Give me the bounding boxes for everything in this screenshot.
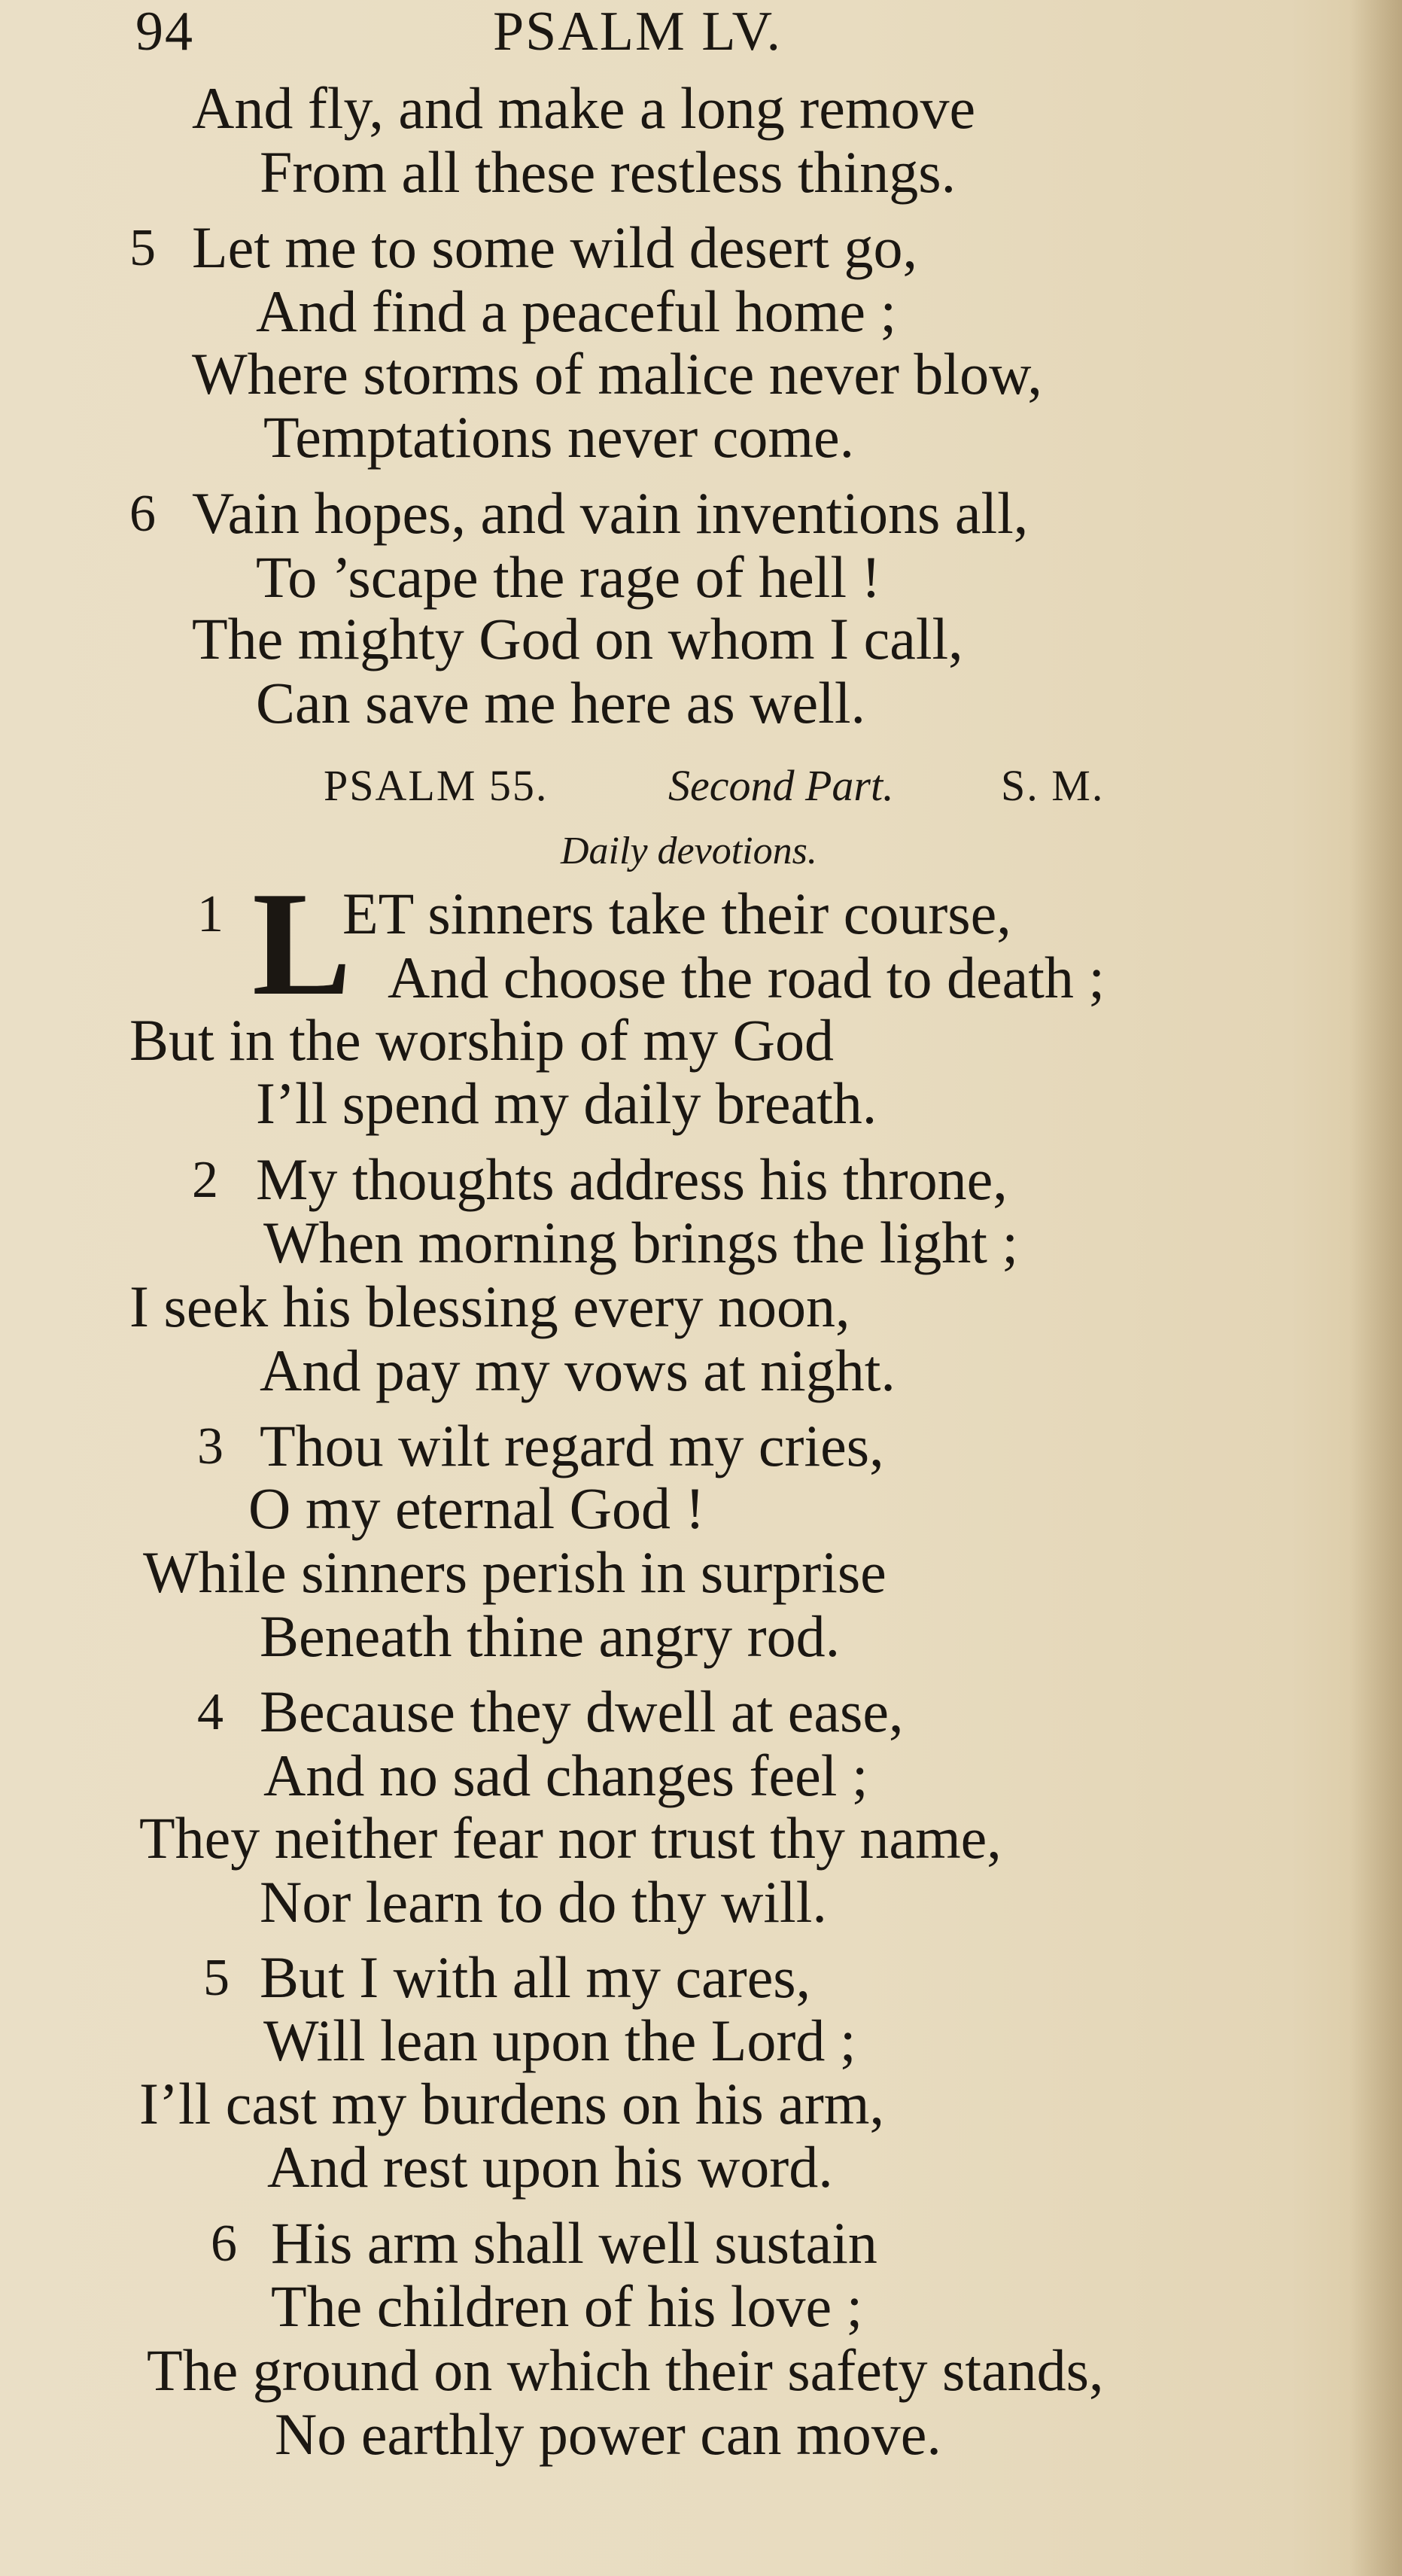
verse-line: And rest upon his word. [267, 2134, 833, 2200]
verse-line: When morning brings the light ; [263, 1210, 1019, 1275]
drop-cap: L [252, 861, 352, 1026]
verse-line: The ground on which their safety stands, [147, 2337, 1104, 2403]
stanza-number: 6 [129, 485, 156, 543]
stanza-number: 1 [197, 885, 224, 943]
stanza-number: 3 [197, 1417, 224, 1475]
verse-line: No earthly power can move. [275, 2401, 941, 2467]
page-edge [1349, 0, 1402, 2576]
verse-line: Temptations never come. [263, 404, 855, 470]
verse-line: My thoughts address his throne, [256, 1146, 1008, 1212]
verse-line: From all these restless things. [260, 139, 956, 205]
verse-line: And pay my vows at night. [260, 1338, 896, 1403]
verse-line: And no sad changes feel ; [263, 1743, 868, 1808]
verse-line: The children of his love ; [271, 2273, 863, 2339]
running-title: PSALM LV. [493, 1, 783, 62]
verse-line: The mighty God on whom I call, [192, 606, 963, 671]
verse-line: ET sinners take their course, [342, 881, 1011, 946]
verse-line: Because they dwell at ease, [260, 1679, 904, 1744]
verse-line: But in the worship of my God [129, 1007, 834, 1073]
verse-line: Where storms of malice never blow, [192, 341, 1042, 406]
stanza-number: 5 [129, 219, 156, 277]
verse-line: And fly, and make a long remove [192, 75, 976, 141]
verse-line: They neither fear nor trust thy name, [139, 1805, 1002, 1871]
verse-line: Thou wilt regard my cries, [260, 1413, 884, 1478]
verse-line: O my eternal God ! [248, 1475, 705, 1541]
verse-line: Will lean upon the Lord ; [263, 2008, 856, 2073]
stanza-number: 4 [197, 1683, 224, 1741]
verse-line: His arm shall well sustain [271, 2210, 877, 2276]
verse-line: Beneath thine angry rod. [260, 1603, 841, 1669]
verse-line: Vain hopes, and vain inventions all, [192, 480, 1029, 546]
verse-line: I’ll spend my daily breath. [256, 1070, 877, 1136]
stanza-number: 2 [192, 1151, 218, 1209]
verse-line: While sinners perish in surprise [143, 1539, 887, 1605]
verse-line: To ’scape the rage of hell ! [256, 544, 881, 610]
verse-line: I’ll cast my burdens on his arm, [139, 2071, 884, 2136]
verse-line: And find a peaceful home ; [256, 279, 897, 344]
verse-line: Nor learn to do thy will. [260, 1869, 827, 1935]
part-heading: Second Part. [668, 761, 894, 810]
verse-line: Let me to some wild desert go, [192, 215, 917, 280]
verse-line: Can save me here as well. [256, 670, 866, 735]
stanza-number: 6 [211, 2215, 237, 2273]
stanza-number: 5 [203, 1949, 230, 2007]
psalm-subtitle: Daily devotions. [561, 830, 817, 872]
verse-line: I seek his blessing every noon, [129, 1274, 850, 1339]
meter-heading: S. M. [1001, 761, 1105, 810]
verse-line: And choose the road to death ; [388, 945, 1105, 1010]
psalm-heading: PSALM 55. [324, 761, 549, 810]
verse-line: But I with all my cares, [260, 1944, 811, 2010]
page-number: 94 [135, 1, 194, 62]
